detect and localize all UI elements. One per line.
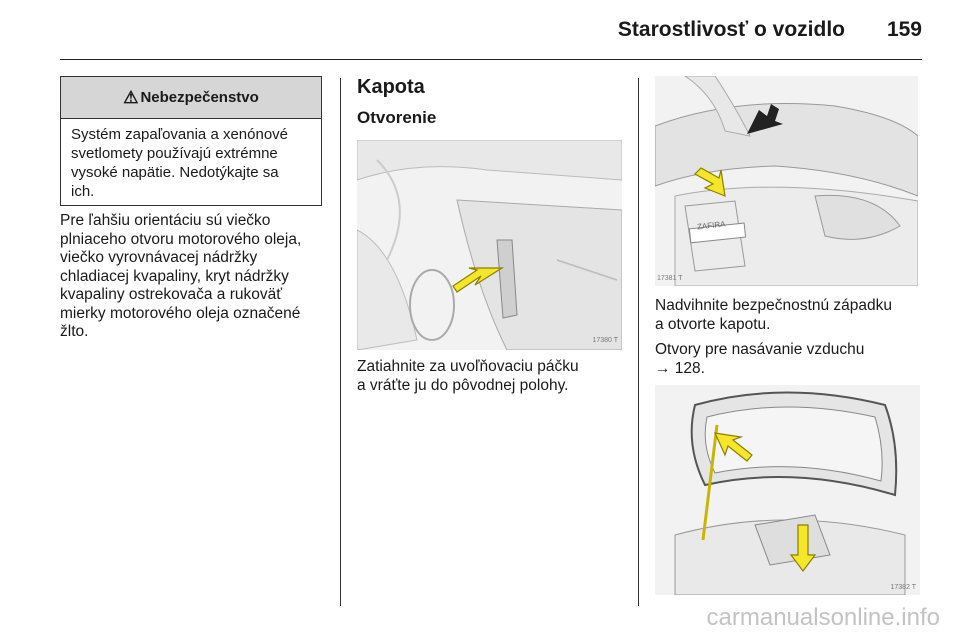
warning-line: vysoké napätie. Nedotýkajte sa: [71, 164, 279, 181]
middle-paragraph: [357, 358, 627, 395]
figure-id: 17382 T: [890, 584, 916, 591]
header-divider: [60, 59, 922, 60]
text-line: chladiacej kvapaliny, kryt nádržky: [60, 267, 289, 285]
text-line: Otvory pre nasávanie vzduchu: [655, 341, 865, 358]
warning-text: [61, 119, 321, 207]
section-heading: Kapota: [357, 76, 425, 98]
text-line: Pre ľahšiu orientáciu sú viečko: [60, 212, 271, 229]
section-subheading: Otvorenie: [357, 108, 437, 127]
text-line: a otvorte kapotu.: [655, 315, 771, 333]
warning-line: svetlomety používajú extrémne: [71, 145, 278, 162]
figure-id: 17381 T: [657, 275, 683, 282]
text-line: Zatiahnite za uvoľňovaciu páčku: [357, 358, 579, 375]
figure-id: 17380 T: [592, 337, 618, 344]
right-paragraph-2: [655, 341, 920, 378]
release-lever-illustration: [357, 140, 622, 350]
warning-header: [61, 77, 321, 119]
left-paragraph: [60, 212, 330, 342]
text-line: kvapaliny ostrekovača a rukoväť: [60, 286, 283, 303]
text-line: žlto.: [60, 323, 89, 340]
column-divider-2: [638, 78, 639, 606]
column-divider-1: [340, 78, 341, 606]
warning-line: ich.: [71, 183, 95, 200]
text-line: mierky motorového oleja označené: [60, 304, 301, 322]
warning-title: Nebezpečenstvo: [140, 89, 259, 106]
license-plate-text: ZAFIRA: [696, 219, 726, 232]
text-line: Nadvihnite bezpečnostnú západku: [655, 297, 892, 314]
text-line: plniaceho otvoru motorového oleja,: [60, 230, 302, 248]
page-reference: → 128.: [655, 359, 705, 377]
hood-front-illustration: [655, 76, 918, 286]
warning-triangle-icon: ⚠: [123, 87, 139, 107]
page-number: 159: [886, 18, 922, 41]
warning-line: Systém zapaľovania a xenónové: [71, 126, 289, 143]
right-paragraph-1: [655, 297, 920, 334]
hood-open-illustration: [655, 385, 920, 595]
text-line: a vráťte ju do pôvodnej polohy.: [357, 376, 569, 394]
watermark: carmanualsonline.info: [706, 604, 940, 631]
text-line: viečko vyrovnávacej nádržky: [60, 249, 258, 266]
warning-box: [60, 76, 322, 206]
page-section-title: Starostlivosť o vozidlo: [617, 18, 845, 41]
